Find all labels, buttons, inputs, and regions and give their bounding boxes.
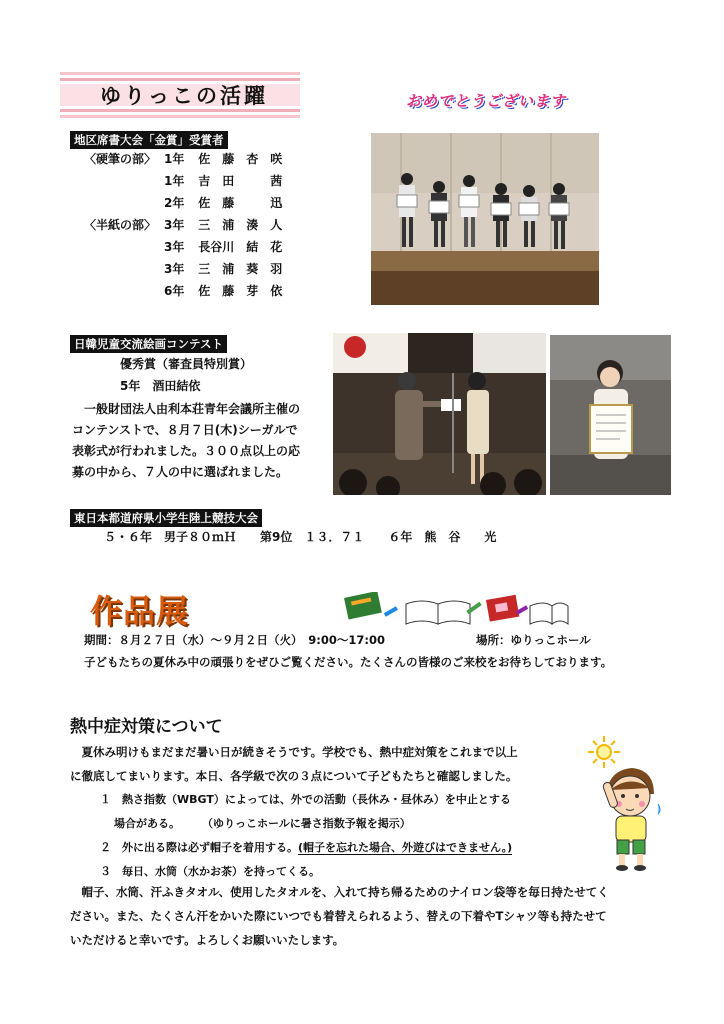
rule-item: 場合がある。 （ゆりっこホールに暑さ指数予報を掲示）	[114, 817, 411, 830]
rule-item: ３ 毎日、水筒（水かお茶）を持ってくる。	[100, 865, 320, 878]
award-winners-photo	[371, 133, 599, 305]
rule-item: １ 熱さ指数（WBGT）によっては、外での活動（長休み・昼休み）を中止とする	[100, 793, 511, 806]
list-item: 1年 吉 田 茜	[164, 174, 283, 188]
winner-portrait-photo	[550, 335, 671, 495]
heatstroke-title: 熱中症対策について	[70, 717, 223, 737]
hot-boy-icon	[586, 734, 676, 874]
athletics-label: 東日本都道府県小学生陸上競技大会	[70, 509, 262, 527]
calligraphy-label: 地区席書大会「金賞」受賞者	[70, 131, 228, 149]
heatstroke-rules	[100, 788, 512, 884]
heatstroke-closing: 帽子、水筒、汗ふきタオル、使用したタオルを、入れて持ち帰るためのナイロン袋等を毎日持たせてく ださい。また、たくさん汗をかいた際にいつでも着替えられるよう、替えの下着やTシャツ等も持たせて いただけると幸いです。よろしくお願いいたします。	[70, 885, 609, 947]
art-award: 優秀賞（審査員特別賞）	[120, 357, 253, 371]
exhibition-message: 子どもたちの夏休み中の頑張りをぜひご覧ください。たくさんの皆様のご来校をお待ちしております。	[84, 655, 613, 669]
heatstroke-intro: 夏休み明けもまだまだ暑い日が続きそうです。学校でも、熱中症対策をこれまで以上 に徹底してまいります。本日、各学級で次の３点について子どもたちと確認しました。	[70, 745, 518, 783]
list-item: 3年 長谷川 結 花	[164, 240, 283, 254]
congrats-banner: おめでとうございます	[406, 92, 567, 110]
art-contest-label: 日韓児童交流絵画コンテスト	[70, 335, 227, 353]
art-winner: 5年 酒田結依	[120, 379, 201, 393]
list-item: 〈硬筆の部〉 1年 佐 藤 杏 咲	[84, 152, 283, 166]
page-title: ゆりっこの活躍	[100, 84, 268, 108]
exhibition-title: 作品展	[90, 592, 190, 630]
list-item: 3年 三 浦 葵 羽	[164, 262, 283, 276]
list-item: 6年 佐 藤 芽 依	[164, 284, 283, 298]
calligraphy-list	[84, 148, 282, 302]
list-item: 2年 佐 藤 迅	[164, 196, 283, 210]
exhibition-place: 場所：ゆりっこホール	[476, 633, 591, 647]
books-decoration-icon	[340, 592, 570, 630]
ceremony-photo	[333, 333, 546, 495]
exhibition-period: 期間：８月２７日（水）～９月２日（火） 9:00～17:00	[84, 633, 385, 647]
rule-item: ２ 外に出る際は必ず帽子を着用する。(帽子を忘れた場合、外遊びはできません。)	[100, 841, 513, 854]
art-contest-text: 一般財団法人由利本荘青年会議所主催の コンテンストで、８月７日(木)シーガルで 表彰式が行われました。３００点以上の応 募の中から、７人の中に選ばれました。	[72, 402, 301, 479]
athletics-result: ５・６年 男子８０ｍＨ 第9位 １３．７１ ６年 熊 谷 光	[104, 530, 497, 544]
list-item: 〈半紙の部〉 3年 三 浦 湊 人	[84, 218, 283, 232]
